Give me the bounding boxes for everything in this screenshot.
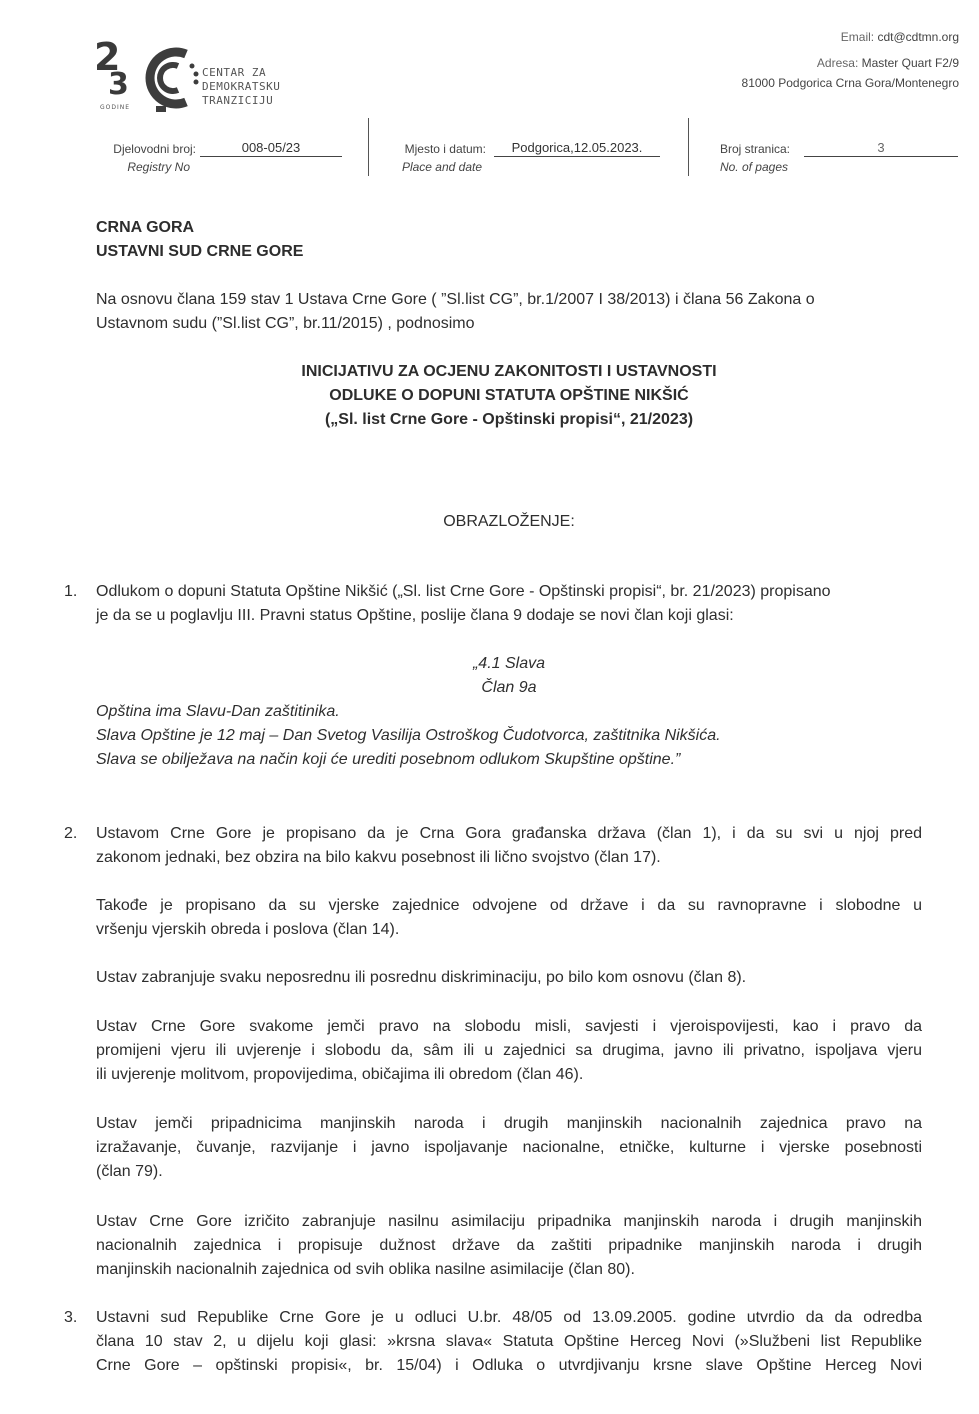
address-line1: Master Quart F2/9 (861, 56, 959, 70)
section2-line: zakonom jednaki, bez obzira na bilo kakvu posebnost ili lično svojstvo (član 17). (96, 849, 661, 866)
quoted-article-heading (96, 652, 922, 700)
section2-paragraph-3 (96, 966, 922, 990)
section2-line: Ustavom Crne Gore je propisano da je Crna Gora građanska država (član 1), i da su svi u njoj pred (96, 825, 922, 842)
section2-line: (član 79). (96, 1163, 163, 1180)
logo-organization-name (202, 66, 280, 108)
section2-paragraph-1 (96, 822, 922, 870)
section2-line: Ustav zabranjuje svaku neposrednu ili posrednu diskriminaciju, po bilo kom osnovu (član 8). (96, 969, 747, 986)
logo-years-label: GODINE (100, 104, 131, 111)
pages-label-en: No. of pages (719, 160, 788, 174)
logo-numeral-bottom: 3 (108, 67, 129, 102)
registry-label: Djelovodni broj: (113, 142, 196, 156)
section2-line: Ustav Crne Gore izričito zabranjuje nasilnu asimilaciju pripadnika manjinskih naroda i drugih manjinskih (96, 1213, 922, 1230)
section2-line: nacionalnih zajednica i propisuje dužnost države da zaštiti pripadnike manjinskih naroda i drugih (96, 1237, 922, 1254)
place-label-en: Place and date (401, 160, 482, 174)
registry-label-block (92, 142, 196, 174)
quote-heading-line: „4.1 Slava (472, 655, 546, 672)
email-label: Email: (840, 30, 875, 44)
place-label: Mjesto i datum: (404, 142, 486, 156)
section2-line: vršenju vjerskih obreda i poslova (član 14). (96, 921, 400, 938)
quote-line: Slava Opštine je 12 maj – Dan Svetog Vasilija Ostroškog Čudotvorca, zaštitnika Nikšića. (96, 727, 721, 744)
email-value: cdt@cdtmn.org (877, 30, 959, 44)
section3-line: Ustavni sud Republike Crne Gore je u odluci U.br. 48/05 od 13.09.2005. godine utvrdio da da odredba (96, 1309, 922, 1326)
recipient-court: USTAVNI SUD CRNE GORE (96, 243, 304, 260)
section1-paragraph (96, 580, 922, 628)
section2-paragraph-4 (96, 1015, 922, 1087)
quote-line: Opština ima Slavu-Dan zaštitinika. (96, 703, 340, 720)
section-number: 1. (64, 583, 78, 600)
quote-line: Slava se obilježava na način koji će urediti posebnom odlukom Skupštine opštine.” (96, 751, 681, 768)
intro-line: Na osnovu člana 159 stav 1 Ustava Crne Gore ( ”Sl.list CG”, br.1/2007 I 38/2013) i člana 56 Zakona o (96, 291, 815, 308)
section2-line: manjinskih nacionalnih zajednica od svih oblika nasilne asimilacije (član 80). (96, 1261, 635, 1278)
section2-paragraph-5 (96, 1112, 922, 1184)
section2-line: promijeni vjeru ili uvjerenje i slobodu da, sâm ili u zajednici sa drugima, javno ili privatno, ispoljava vjeru (96, 1042, 922, 1059)
document-title (96, 360, 922, 432)
quote-heading-line: Član 9a (481, 679, 537, 696)
section2-line: izražavanje, čuvanje, razvijanje i javno ispoljavanje nacionalne, etničke, kulturne i vjerske posebnosti (96, 1139, 922, 1156)
section2-line: Ustav Crne Gore svakome jemči pravo na slobodu misli, savjesti i vjeroispovijesti, kao i pravo da (96, 1018, 922, 1035)
section2-line: Ustav jemči pripadnicima manjinskih naroda i drugih manjinskih nacionalnih zajednica pravo na (96, 1115, 922, 1132)
place-label-block (380, 142, 486, 174)
logo-name-line: DEMOKRATSKU (202, 80, 281, 93)
section2-paragraph-2 (96, 894, 922, 942)
recipient-block (96, 216, 303, 264)
pages-label-block (700, 142, 790, 174)
section3-paragraph (96, 1306, 922, 1378)
contact-address-line2: 81000 Podgorica Crna Gora/Montenegro (741, 76, 959, 90)
place-and-date: Podgorica,12.05.2023. (494, 140, 660, 157)
meta-divider (688, 118, 689, 176)
section-number: 3. (64, 1309, 78, 1326)
address-label: Adresa: (816, 56, 859, 70)
section3-line: Crne Gore – opštinski propisi«, br. 15/04) i Odluka o utvrdjivanju krsne slave Opštine Herceg Novi (96, 1357, 922, 1374)
logo-name-line: TRANZICIJU (202, 94, 274, 107)
section2-paragraph-6 (96, 1210, 922, 1282)
page-count: 3 (804, 140, 958, 157)
logo-name-line: CENTAR ZA (202, 66, 267, 79)
section1-line: je da se u poglavlju III. Pravni status Opštine, poslije člana 9 dodaje se novi član koji glasi: (96, 607, 734, 624)
section2-line: ili uvjerenje molitvom, propovijedima, običajima ili obredom (član 46). (96, 1066, 584, 1083)
section3-line: člana 10 stav 2, u dijelu koji glasi: »krsna slava« Statuta Opštine Herceg Novi (»Službeni list Republike (96, 1333, 922, 1350)
intro-line: Ustavnom sudu (”Sl.list CG”, br.11/2015) , podnosimo (96, 315, 475, 332)
recipient-country: CRNA GORA (96, 219, 195, 236)
quoted-article-body (96, 700, 922, 772)
registry-number: 008-05/23 (200, 140, 342, 157)
meta-divider (368, 118, 369, 176)
section1-line: Odlukom o dopuni Statuta Opštine Nikšić („Sl. list Crne Gore - Opštinski propisi“, br. 21/2023) propisano (96, 583, 831, 600)
pages-label: Broj stranica: (719, 142, 790, 156)
section2-line: Takođe je propisano da su vjerske zajednice odvojene od države i da su ravnopravne i slobodne u (96, 897, 922, 914)
contact-address (817, 56, 959, 70)
section-number: 2. (64, 825, 78, 842)
organization-logo (92, 35, 292, 118)
title-line: INICIJATIVU ZA OCJENU ZAKONITOSTI I USTAVNOSTI (301, 363, 717, 380)
logo-numeral-top: 2 (94, 35, 121, 79)
contact-email (841, 30, 959, 44)
title-line: („Sl. list Crne Gore - Opštinski propisi“, 21/2023) (324, 411, 694, 428)
title-line: ODLUKE O DOPUNI STATUTA OPŠTINE NIKŠIĆ (329, 387, 689, 404)
registry-label-en: Registry No (127, 160, 190, 174)
intro-paragraph (96, 288, 922, 336)
logo-c-mark-icon (140, 42, 202, 114)
section-heading-obrazlozenje: OBRAZLOŽENJE: (443, 513, 575, 530)
